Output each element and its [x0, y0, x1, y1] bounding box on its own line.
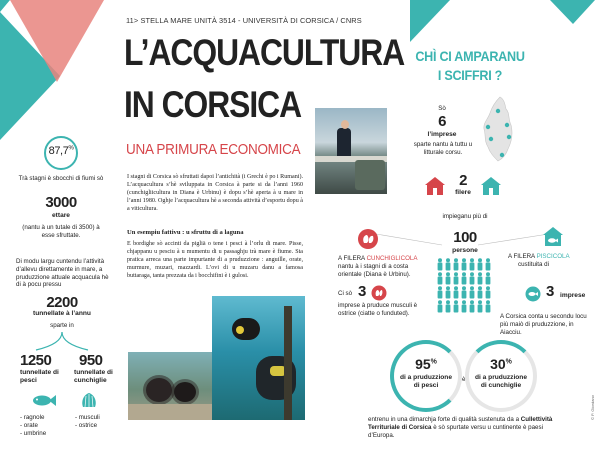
people-grid [436, 258, 500, 314]
shell-companies-icon [371, 285, 387, 301]
fish-sector-icon [542, 226, 564, 248]
fish-list-item: - umbrine [20, 429, 47, 437]
shell-percent-label: di a pruduzzione di cunchiglie [474, 374, 528, 389]
fish-percent-label: di a pruduzzione di pesci [399, 374, 453, 389]
hectares-note: (nantu à un tutale di 3500) à esse sfruttate. [22, 224, 100, 239]
shellfish-sector-note: nantu à i stagni di a costa orientale (Diana è Urbinu). [338, 263, 411, 278]
shell-tons-unit: tunnellate di cunchiglie [74, 369, 113, 384]
fish-tons-value: 1250 [20, 352, 52, 369]
shellfish-sector-name: CUNCHIGLICOLA [366, 255, 418, 262]
shellfish-sector-title [338, 255, 428, 263]
shell-list [75, 414, 100, 430]
article-intro: I stagni di Corsica sò sfruttati dapoi l’antichità (i Grechi è po i Rumani). L’acquacultura s’hè sviluppata in Corsica à parte si da l’anni 1960 (cunchigliicultura in Diana è Urbinu) è dopu s’hè aperta à u mare in l’anni 1980. Oghje l’acquacultura hè a seconda attività d’esportu dopu à a viticultura. [127, 174, 303, 213]
companies-value: 6 [438, 113, 446, 130]
aquaculture-text: Di modu largu cuntendu l’attività d’allevu direttamente in mare, a pruduzzione attuale acquacula hè di à pocu pressu [16, 258, 109, 289]
header-label: 11> STELLA MARE UNITÀ 3514 - UNIVERSITÀ DI CORSICA / CNRS [126, 16, 362, 25]
companies-so: Sò [438, 105, 446, 112]
photo-sea-urchins [128, 352, 212, 420]
companies-note: sparte nantu à tuttu u litturale corsu. [413, 141, 473, 156]
fish-companies-note: A Corsica conta u secondu locu più maiò di pruduzzione, in Aiacciu. [500, 313, 587, 336]
bottom-text-part-2: è sò spurtate versu u cuntinente è paesi d’Europa. [368, 423, 543, 439]
shell-companies-note: imprese à pruduce musculi è ostrice (ciatte o funduted). [338, 302, 418, 317]
photo-boat-lagoon [315, 108, 387, 194]
bottom-text-bold: Cullettività Territuriale di Corsica [368, 416, 553, 431]
people-value: 100 [453, 229, 477, 246]
sectors-unit: filere [455, 189, 471, 196]
shell-percent-number: 30 [490, 356, 506, 372]
page-subtitle: UNA PRIMURA ECONOMICA [126, 141, 301, 158]
article-example-title: Un esempiu fattivu : u sfruttu di a laguna [127, 229, 244, 236]
page-title-line-2: IN CORSICA [124, 84, 302, 125]
percent-value [44, 145, 78, 157]
fish-companies-icon [525, 286, 541, 302]
house-red-icon [424, 176, 446, 196]
fish-companies-unit: imprese [560, 292, 586, 299]
fish-tons-unit: tunnellate di pesci [20, 369, 59, 384]
people-unit: persone [452, 247, 478, 254]
shell-percent-value [465, 356, 537, 372]
shell-companies-ci-so: Ci sò [338, 290, 353, 297]
decorative-triangles-left [0, 0, 115, 140]
shell-icon [80, 392, 98, 408]
split-connector [30, 330, 94, 352]
fish-icon [32, 394, 56, 407]
shell-tons-value: 950 [79, 352, 103, 369]
fish-percent-value [390, 356, 462, 372]
article-example-text: E bordighe sò accinti da pigliä o tene i pesci à l’orlu di mare. Pisse, chjappanu u pesciu à u mumentu di u passaghju trà mare è fiume. Sta pratica arreca una parte impurtante di a pruduzzione : anguille, orate, murmure, muzari, mazzardi. L’ovi di u muzaru danu a famosa buttaraga, tanta prezzata da i bocchifini è i gulosi. [127, 241, 303, 280]
hectares-value: 3000 [45, 194, 77, 211]
page-title-line-1: L’ACQUACULTURA [124, 32, 405, 73]
bottom-text [368, 416, 558, 439]
fish-list-item: - ragnole [20, 414, 45, 421]
shell-list-item: - musculi [75, 414, 100, 421]
people-icons [436, 258, 500, 314]
percent-unit: % [68, 145, 74, 152]
corsica-map-icon [478, 95, 522, 163]
numbers-title-line-2: I SCIFFRI ? [437, 67, 503, 83]
numbers-title-line-1: CHÌ CI AMPARANU [415, 48, 525, 64]
percent-text: Trà stagni è sbocchi di fiumi sò [18, 175, 104, 182]
hectares-unit: ettare [52, 212, 70, 219]
companies-unit: l’imprese [427, 131, 457, 138]
fish-sector-title [508, 253, 598, 261]
percent-number: 87,7 [48, 145, 69, 157]
tons-sub: sparte in [50, 322, 74, 329]
fish-list-item: - orate [20, 421, 38, 429]
shell-percent-unit: % [505, 358, 512, 366]
employ-text: impieganu più di [442, 213, 488, 220]
fish-sector-note: custituita di [518, 261, 549, 268]
tons-value: 2200 [46, 294, 78, 311]
photo-divers-underwater [212, 296, 305, 420]
fish-sector-name: PISCICOLA [536, 253, 570, 260]
fish-companies-value: 3 [546, 283, 554, 300]
shell-list-item: - ostrice [75, 421, 98, 429]
fish-percent-unit: % [430, 358, 437, 366]
sectors-value: 2 [459, 172, 467, 189]
percent-connector: è [462, 376, 466, 383]
shellfish-sector-prefix: A FILERA [338, 255, 365, 262]
fish-percent-number: 95 [415, 356, 431, 372]
shellfish-sector-icon [357, 228, 379, 250]
fish-list [20, 414, 46, 437]
tons-unit: tunnellate à l’annu [33, 310, 91, 317]
bottom-text-part-1: entrenu in una dimarchja forte di qualità sustenuta da a [368, 416, 521, 423]
photo-credit: © P. Giordano [590, 395, 595, 420]
shell-companies-value: 3 [358, 283, 366, 300]
house-teal-icon [480, 176, 502, 196]
fish-sector-prefix: A FILERA [508, 253, 535, 260]
